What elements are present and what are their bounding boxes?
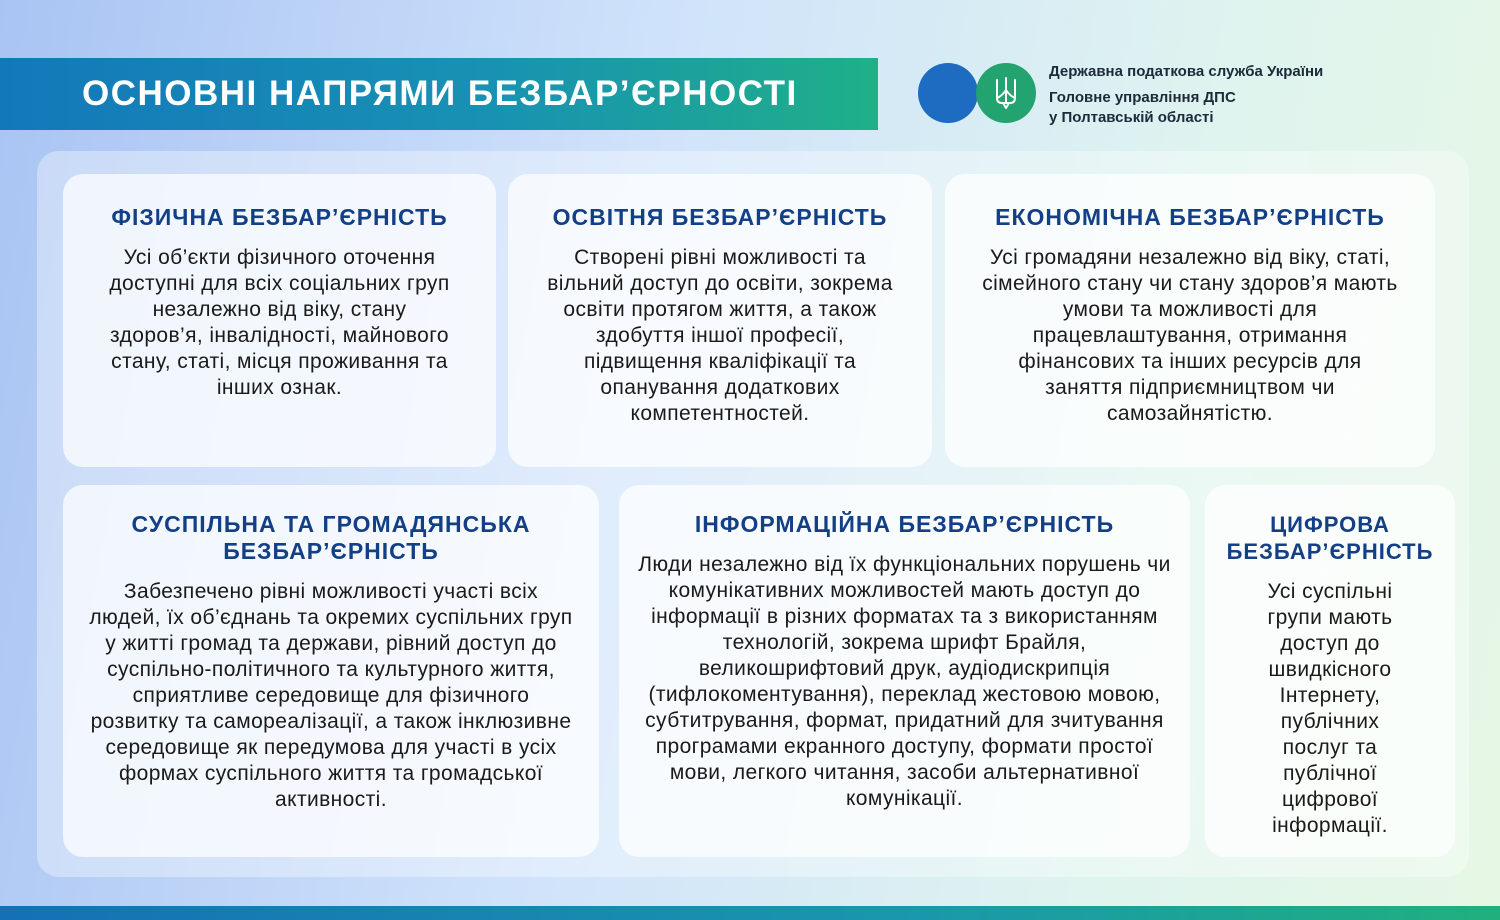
card-title: ФІЗИЧНА БЕЗБАР’ЄРНІСТЬ (111, 204, 448, 230)
card-educational (508, 174, 932, 467)
dps-logo (918, 63, 1042, 123)
card-physical (63, 174, 496, 467)
card-title: ОСВІТНЯ БЕЗБАР’ЄРНІСТЬ (552, 204, 888, 230)
card-text: Забезпечено рівні можливості участі всіх людей, їх об’єднань та окремих суспільних груп у житті громад та держави, рівний доступ до суспільно-політичного та культурного життя, сприятливе середовище для фізичного розвитку та самореалізації, а також інклюзивне середовище як передумова для участі в усіх формах суспільного життя та громадської активності. (89, 580, 573, 811)
card-text: Створені рівні можливості та вільний доступ до освіти, зокрема освіти протягом життя, а також здобуття іншої професії, підвищення кваліфікації та опанування додаткових компетентностей. (547, 246, 893, 425)
logo-green-circle (976, 63, 1036, 123)
card-title: ЦИФРОВА БЕЗБАР’ЄРНІСТЬ (1226, 512, 1434, 564)
card-text: Усі об’єкти фізичного оточення доступні для всіх соціальних груп незалежно від віку, стану здоров’я, інвалідності, майнового стану, статі, місця проживання та інших ознак. (109, 246, 450, 399)
logo-blue-circle (918, 63, 978, 123)
footer-bar (0, 906, 1500, 920)
card-text: Усі суспільні групи мають доступ до швидкісного Інтернету, публічних послуг та публічної цифрової інформації. (1267, 580, 1393, 837)
card-title: ЕКОНОМІЧНА БЕЗБАР’ЄРНІСТЬ (995, 204, 1385, 230)
trident-icon (993, 76, 1019, 110)
card-digital (1205, 485, 1455, 857)
org-line-1: Державна податкова служба України (1049, 63, 1324, 80)
card-title: ІНФОРМАЦІЙНА БЕЗБАР’ЄРНІСТЬ (694, 511, 1115, 537)
page-title: ОСНОВНІ НАПРЯМИ БЕЗБАР’ЄРНОСТІ (82, 74, 798, 113)
card-economic (945, 174, 1435, 467)
title-banner (0, 58, 878, 130)
org-line-2: Головне управління ДПС (1049, 89, 1236, 106)
card-title: СУСПІЛЬНА ТА ГРОМАДЯНСЬКА БЕЗБАР’ЄРНІСТЬ (131, 511, 531, 564)
org-line-3: у Полтавській області (1049, 109, 1214, 126)
organization-name (1049, 62, 1323, 128)
card-text: Усі громадяни незалежно від віку, статі, сімейного стану чи стану здоров’я мають умови та можливості для працевлаштування, отримання фінансових та інших ресурсів для заняття підприємництвом чи самозайнятістю. (982, 246, 1398, 425)
card-social-civic (63, 485, 599, 857)
card-text: Люди незалежно від їх функціональних порушень чи комунікативних можливостей мають доступ до інформації в різних форматах та з використанням технологій, зокрема шрифт Брайля, великошрифтовий друк, аудіодискрипція (тифлокоментування), переклад жестовою мовою, субтитрування, формат, придатний для зчитування програмами екранного доступу, формати простої мови, легкого читання, засоби альтернативної комунікації. (638, 553, 1171, 810)
card-informational (619, 485, 1190, 857)
